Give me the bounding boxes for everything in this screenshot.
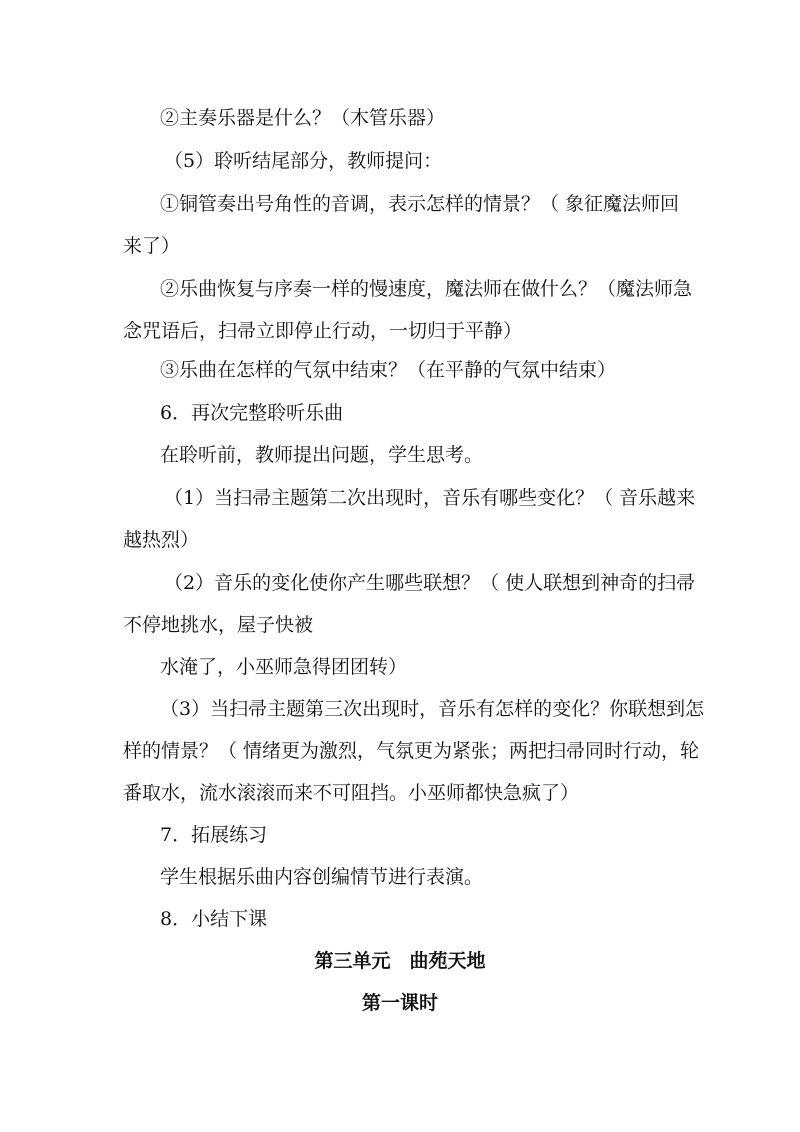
body-line: （5）聆听结尾部分，教师提问：: [164, 150, 443, 172]
section-heading: 7．拓展练习: [160, 824, 268, 846]
body-line: ①铜管奏出号角性的音调，表示怎样的情景？（ 象征魔法师回: [160, 193, 680, 215]
lesson-title: 第一课时: [361, 992, 438, 1014]
body-line: 水淹了，小巫师急得团团转）: [160, 656, 408, 678]
body-line: 样的情景？（ 情绪更为激烈，气氛更为紧张；两把扫帚同时行动，轮: [123, 740, 700, 762]
body-line: 在聆听前，教师提出问题，学生思考。: [160, 444, 484, 466]
body-line: （2）音乐的变化使你产生哪些联想？（ 使人联想到神奇的扫帚: [164, 572, 696, 594]
section-heading: 6．再次完整聆听乐曲: [160, 402, 344, 424]
body-line: ②乐曲恢复与序奏一样的慢速度，魔法师在做什么？（魔法师急: [160, 278, 693, 300]
body-line: 不停地挑水，屋子快被: [123, 614, 314, 636]
body-line: （1）当扫帚主题第二次出现时，音乐有哪些变化？（ 音乐越来: [164, 487, 696, 509]
body-line: 来了）: [123, 235, 181, 257]
body-line: ②主奏乐器是什么？（木管乐器）: [160, 107, 446, 129]
body-line: ③乐曲在怎样的气氛中结束？（在平静的气氛中结束）: [160, 359, 617, 381]
unit-title: 第三单元 曲苑天地: [314, 950, 486, 972]
body-line: 番取水，流水滚滚而来不可阻挡。小巫师都快急疯了）: [123, 782, 580, 804]
section-heading: 8．小结下课: [160, 908, 268, 930]
body-line: （3）当扫帚主题第三次出现时，音乐有怎样的变化？你联想到怎: [160, 698, 705, 720]
body-line: 学生根据乐曲内容创编情节进行表演。: [160, 866, 484, 888]
body-line: 念咒语后，扫帚立即停止行动，一切归于平静）: [123, 320, 523, 342]
body-line: 越热烈）: [123, 529, 200, 551]
